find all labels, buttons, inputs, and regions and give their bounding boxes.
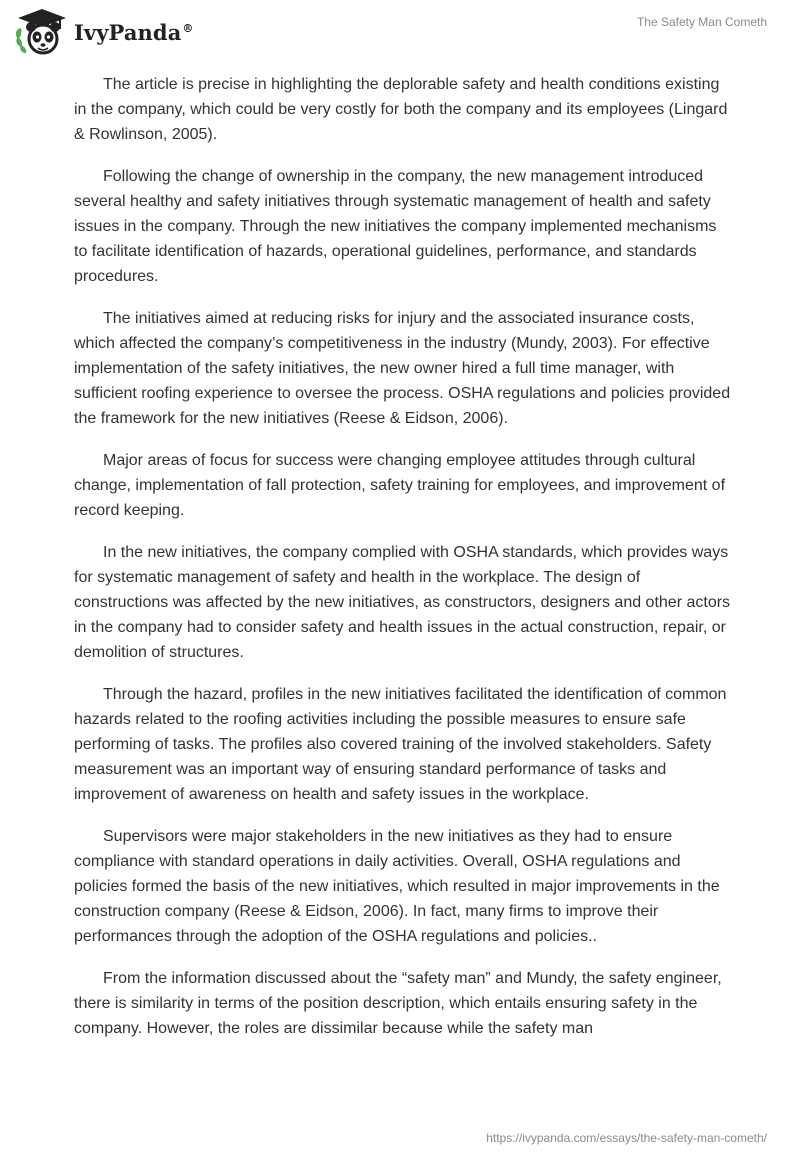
document-title: The Safety Man Cometh [636,15,767,29]
paragraph: Supervisors were major stakeholders in the new initiatives as they had to ensure compliance with standard operations in daily activities. Overall, OSHA regulations and policies formed the basis of the new initiatives, which resulted in major improvements in the construction company (Reese & Eidson, 2006). In fact, many firms to improve their performances through the adoption of the OSHA regulations and policies.. [74,828,720,945]
paragraph: The initiatives aimed at reducing risks for injury and the associated insurance costs, which affected the company’s competitiveness in the industry (Mundy, 2003). For effective implementation of the safety initiatives, the new owner hired a full time manager, with sufficient roofing experience to oversee the process. OSHA regulations and policies provided the framework for the new initiatives (Reese & Eidson, 2006). [74,310,731,427]
paragraph: Through the hazard, profiles in the new initiatives facilitated the identification of common hazards related to the roofing activities including the possible measures to ensure safe performing of tasks. The profiles also covered training of the involved stakeholders. Safety measurement was an important way of ensuring standard performance of tasks and improvement of awareness on health and safety issues in the workplace. [74,686,727,803]
paragraph: The article is precise in highlighting the deplorable safety and health conditions existing in the company, which could be very costly for both the company and its employees (Lingard & Rowlinson, 2005). [74,76,728,143]
brand-name: IvyPanda® [74,19,194,45]
paragraph: Major areas of focus for success were changing employee attitudes through cultural change, implementation of fall protection, safety training for employees, and improvement of record keeping. [74,452,726,519]
ivypanda-logo[interactable] [14,7,194,57]
source-url[interactable]: https://ivypanda.com/essays/the-safety-man-cometh/ [486,1131,767,1145]
page-header [0,0,800,64]
essay-body [74,72,734,1058]
registered-mark: ® [182,21,194,35]
panda-graduate-icon [14,7,70,57]
paragraph: Following the change of ownership in the company, the new management introduced several healthy and safety initiatives through systematic management of health and safety issues in the company. Through the new initiatives the company implemented mechanisms to facilitate identification of hazards, operational guidelines, performance, and standards procedures. [74,168,717,285]
paragraph: From the information discussed about the “safety man” and Mundy, the safety engineer, there is similarity in terms of the position description, which entails ensuring safety in the company. However, the roles are dissimilar because while the safety man [74,970,722,1037]
paragraph: In the new initiatives, the company complied with OSHA standards, which provides ways for systematic management of safety and health in the workplace. The design of constructions was affected by the new initiatives, as constructors, designers and other actors in the company had to consider safety and health issues in the actual construction, repair, or demolition of structures. [74,544,731,661]
